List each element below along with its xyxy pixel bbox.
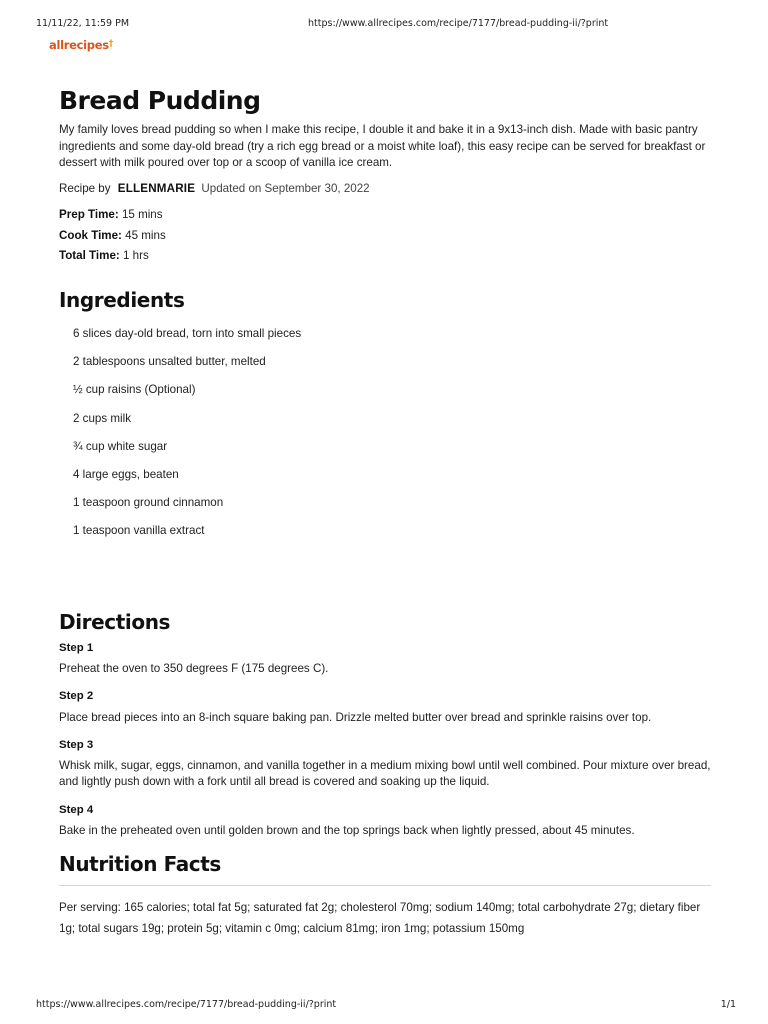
ingredients-list xyxy=(73,326,301,552)
cook-time-value: 45 mins xyxy=(125,229,166,242)
total-time-label: Total Time: xyxy=(59,249,120,262)
ingredient-item: 2 tablespoons unsalted butter, melted xyxy=(73,355,266,369)
ingredient-item: ¾ cup white sugar xyxy=(73,439,168,453)
step-text: Whisk milk, sugar, eggs, cinnamon, and vanilla together in a medium mixing bowl until well combined. Pour mixture over bread, and lightly push down with a fork until all bread is covered and soaking up the liquid. xyxy=(59,759,711,789)
recipe-intro: My family loves bread pudding so when I make this recipe, I double it and bake it in a 9x13-inch dish. Made with basic pantry ingredients and some day-old bread (try a rich egg bread or a moist white loaf), this easy recipe can be served for breakfast or dessert with milk poured over top or a scoop of vanilla ice cream. xyxy=(59,123,706,170)
prep-time-label: Prep Time: xyxy=(59,208,119,221)
ingredient-item: 2 cups milk xyxy=(73,411,131,425)
ingredient-item: 1 teaspoon vanilla extract xyxy=(73,524,205,538)
nutrition-divider xyxy=(59,885,711,886)
footer-url: https://www.allrecipes.com/recipe/7177/bread-pudding-ii/?print xyxy=(36,999,337,1010)
step-label: Step 3 xyxy=(59,739,94,751)
total-time-value: 1 hrs xyxy=(123,249,149,262)
cook-time-label: Cook Time: xyxy=(59,229,122,242)
ingredients-heading: Ingredients xyxy=(59,288,185,312)
step-label: Step 4 xyxy=(59,804,94,816)
ingredient-item: 4 large eggs, beaten xyxy=(73,467,179,481)
ingredient-item: 6 slices day-old bread, torn into small pieces xyxy=(73,327,302,340)
ingredient-item: 1 teaspoon ground cinnamon xyxy=(73,496,224,510)
logo-text: allrecipes xyxy=(49,38,109,52)
step-text: Bake in the preheated oven until golden brown and the top springs back when lightly pressed, about 45 minutes. xyxy=(59,824,635,837)
cook-time xyxy=(59,229,166,242)
page-number: 1/1 xyxy=(720,999,736,1010)
prep-time-value: 15 mins xyxy=(121,208,163,221)
print-url: https://www.allrecipes.com/recipe/7177/bread-pudding-ii/?print xyxy=(308,18,609,29)
recipe-byline xyxy=(59,182,370,195)
step-label: Step 1 xyxy=(59,642,94,654)
step-label: Step 2 xyxy=(59,690,94,702)
prep-time xyxy=(59,208,163,221)
allrecipes-logo[interactable] xyxy=(49,38,113,52)
nutrition-per-serving: Per serving: 165 calories; total fat 5g; saturated fat 2g; cholesterol 70mg; sodium 140mg; total carbohydrate 27g; dietary fiber 1g; total sugars 19g; protein 5g; vitamin c 0mg; calcium 81mg; iron 1mg; potassium 150mg xyxy=(59,901,701,935)
nutrition-heading: Nutrition Facts xyxy=(59,852,221,876)
print-date: 11/11/22, 11:59 PM xyxy=(36,18,130,29)
step-text: Preheat the oven to 350 degrees F (175 degrees C). xyxy=(59,662,329,675)
total-time xyxy=(59,249,149,262)
step-text: Place bread pieces into an 8-inch square baking pan. Drizzle melted butter over bread and sprinkle raisins over top. xyxy=(59,711,652,724)
ingredient-item: ½ cup raisins (Optional) xyxy=(73,383,196,397)
directions-heading: Directions xyxy=(59,610,171,634)
logo-mark-icon: † xyxy=(108,39,113,49)
updated-date: Updated on September 30, 2022 xyxy=(201,182,370,195)
byline-prefix: Recipe by xyxy=(59,182,111,195)
author-link[interactable]: ELLENMARIE xyxy=(117,182,196,195)
recipe-title: Bread Pudding xyxy=(59,86,261,115)
